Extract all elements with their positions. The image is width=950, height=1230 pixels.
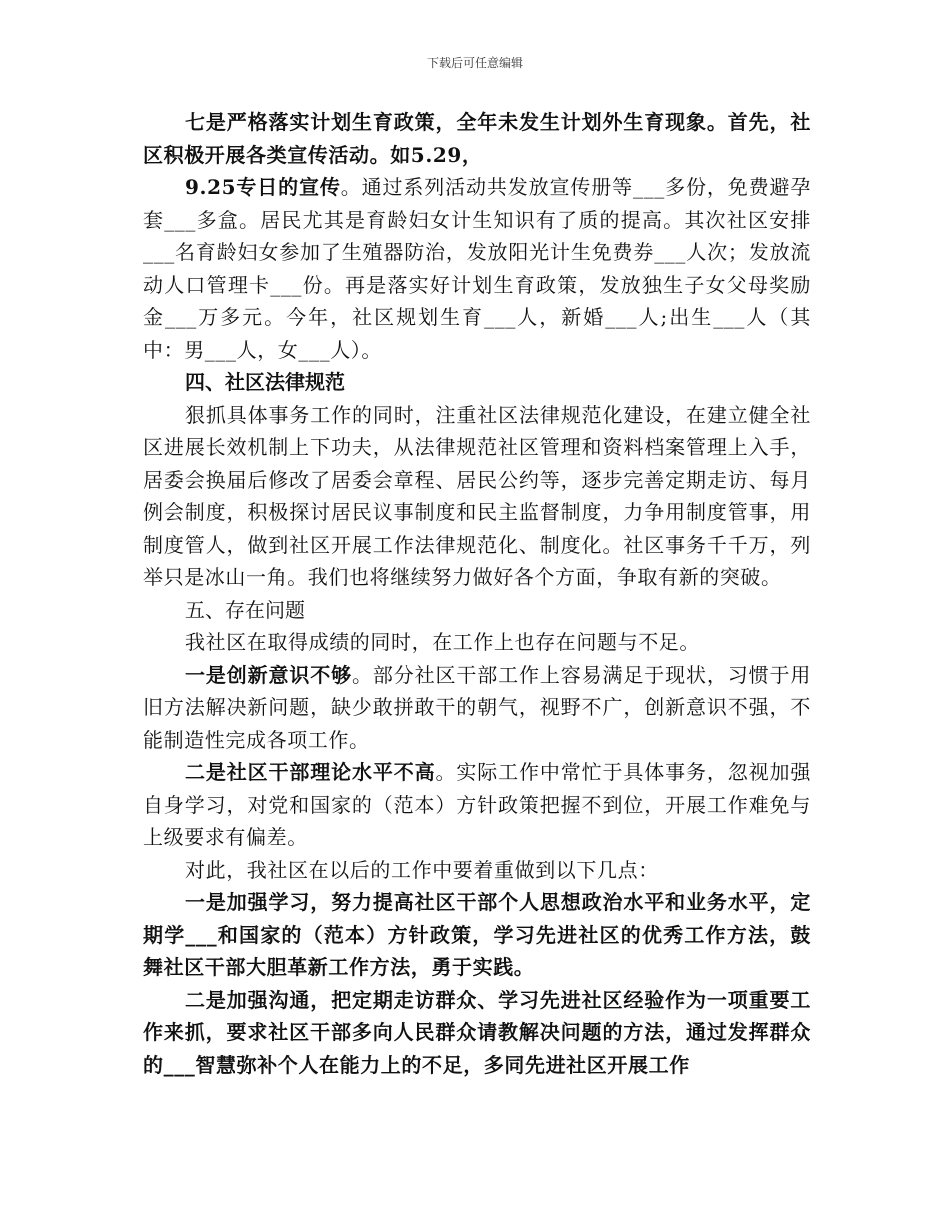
document-body xyxy=(143,106,811,1081)
paragraph-lead-bold: 9.25专日的宣传 xyxy=(185,175,341,199)
paragraph-text: 。通过系列活动共发放宣传册等___多份，免费避孕套___多盒。居民尤其是育龄妇女计生知识有了质的提高。其次社区安排___名育龄妇女参加了生殖器防治，发放阳光计生免费券___人次；发放流动人口管理卡___份。再是落实好计划生育政策，发放独生子女父母奖励金___万多元。今年，社区规划生育___人，新婚___人;出生___人（其中：男___人，女___人）。 xyxy=(143,175,811,362)
paragraph-text: 。部分社区干部工作上容易满足于现状，习惯于用旧方法解决新问题，缺少敢拼敢干的朝气，视野不广，创新意识不强，不能制造性完成各项工作。 xyxy=(143,662,811,752)
paragraph-family-planning: 七是严格落实计划生育政策，全年未发生计划外生育现象。首先，社区积极开展各类宣传活动。如5.29， xyxy=(143,110,811,167)
paragraph-lead-bold: 一是创新意识不够 xyxy=(185,662,353,687)
paragraph-problems-intro: 我社区在取得成绩的同时，在工作上也存在问题与不足。 xyxy=(185,630,700,654)
paragraph-measure-communication: 二是加强沟通，把定期走访群众、学习先进社区经验作为一项重要工作来抓，要求社区干部多向人民群众请教解决问题的方法，通过发挥群众的___智慧弥补个人在能力上的不足，多同先进社区开展工作 xyxy=(143,987,811,1077)
paragraph-lead-bold: 二是社区干部理论水平不高 xyxy=(185,760,436,784)
paragraph-law: 狠抓具体事务工作的同时，注重社区法律规范化建设，在建立健全社区进展长效机制上下功夫，从法律规范社区管理和资料档案管理上入手，居委会换届后修改了居委会章程、居民公约等，逐步完善定期走访、每月例会制度，积极探讨居民议事制度和民主监督制度，力争用制度管事，用制度管人，做到社区开展工作法律规范化、制度化。社区事务千千万，列举只是冰山一角。我们也将继续努力做好各个方面，争取有新的突破。 xyxy=(143,402,811,589)
paragraph-measure-study: 一是加强学习，努力提高社区干部个人思想政治水平和业务水平，定期学___和国家的（范本）方针政策，学习先进社区的优秀工作方法，鼓舞社区干部大胆革新工作方法，勇于实践。 xyxy=(143,890,811,979)
paragraph-theory xyxy=(143,756,811,854)
paragraph-text: 。实际工作中常忙于具体事务，忽视加强自身学习，对党和国家的（范本）方针政策把握不到位，开展工作难免与上级要求有偏差。 xyxy=(143,760,811,849)
paragraph-innovation xyxy=(143,659,811,757)
section-heading-problems: 五、存在问题 xyxy=(185,597,305,622)
page-header-note: 下载后可任意编辑 xyxy=(426,56,523,70)
paragraph-publicity xyxy=(143,171,811,366)
paragraph-measures-intro: 对此，我社区在以后的工作中要着重做到以下几点： xyxy=(185,857,659,882)
section-heading-law: 四、社区法律规范 xyxy=(185,370,345,394)
